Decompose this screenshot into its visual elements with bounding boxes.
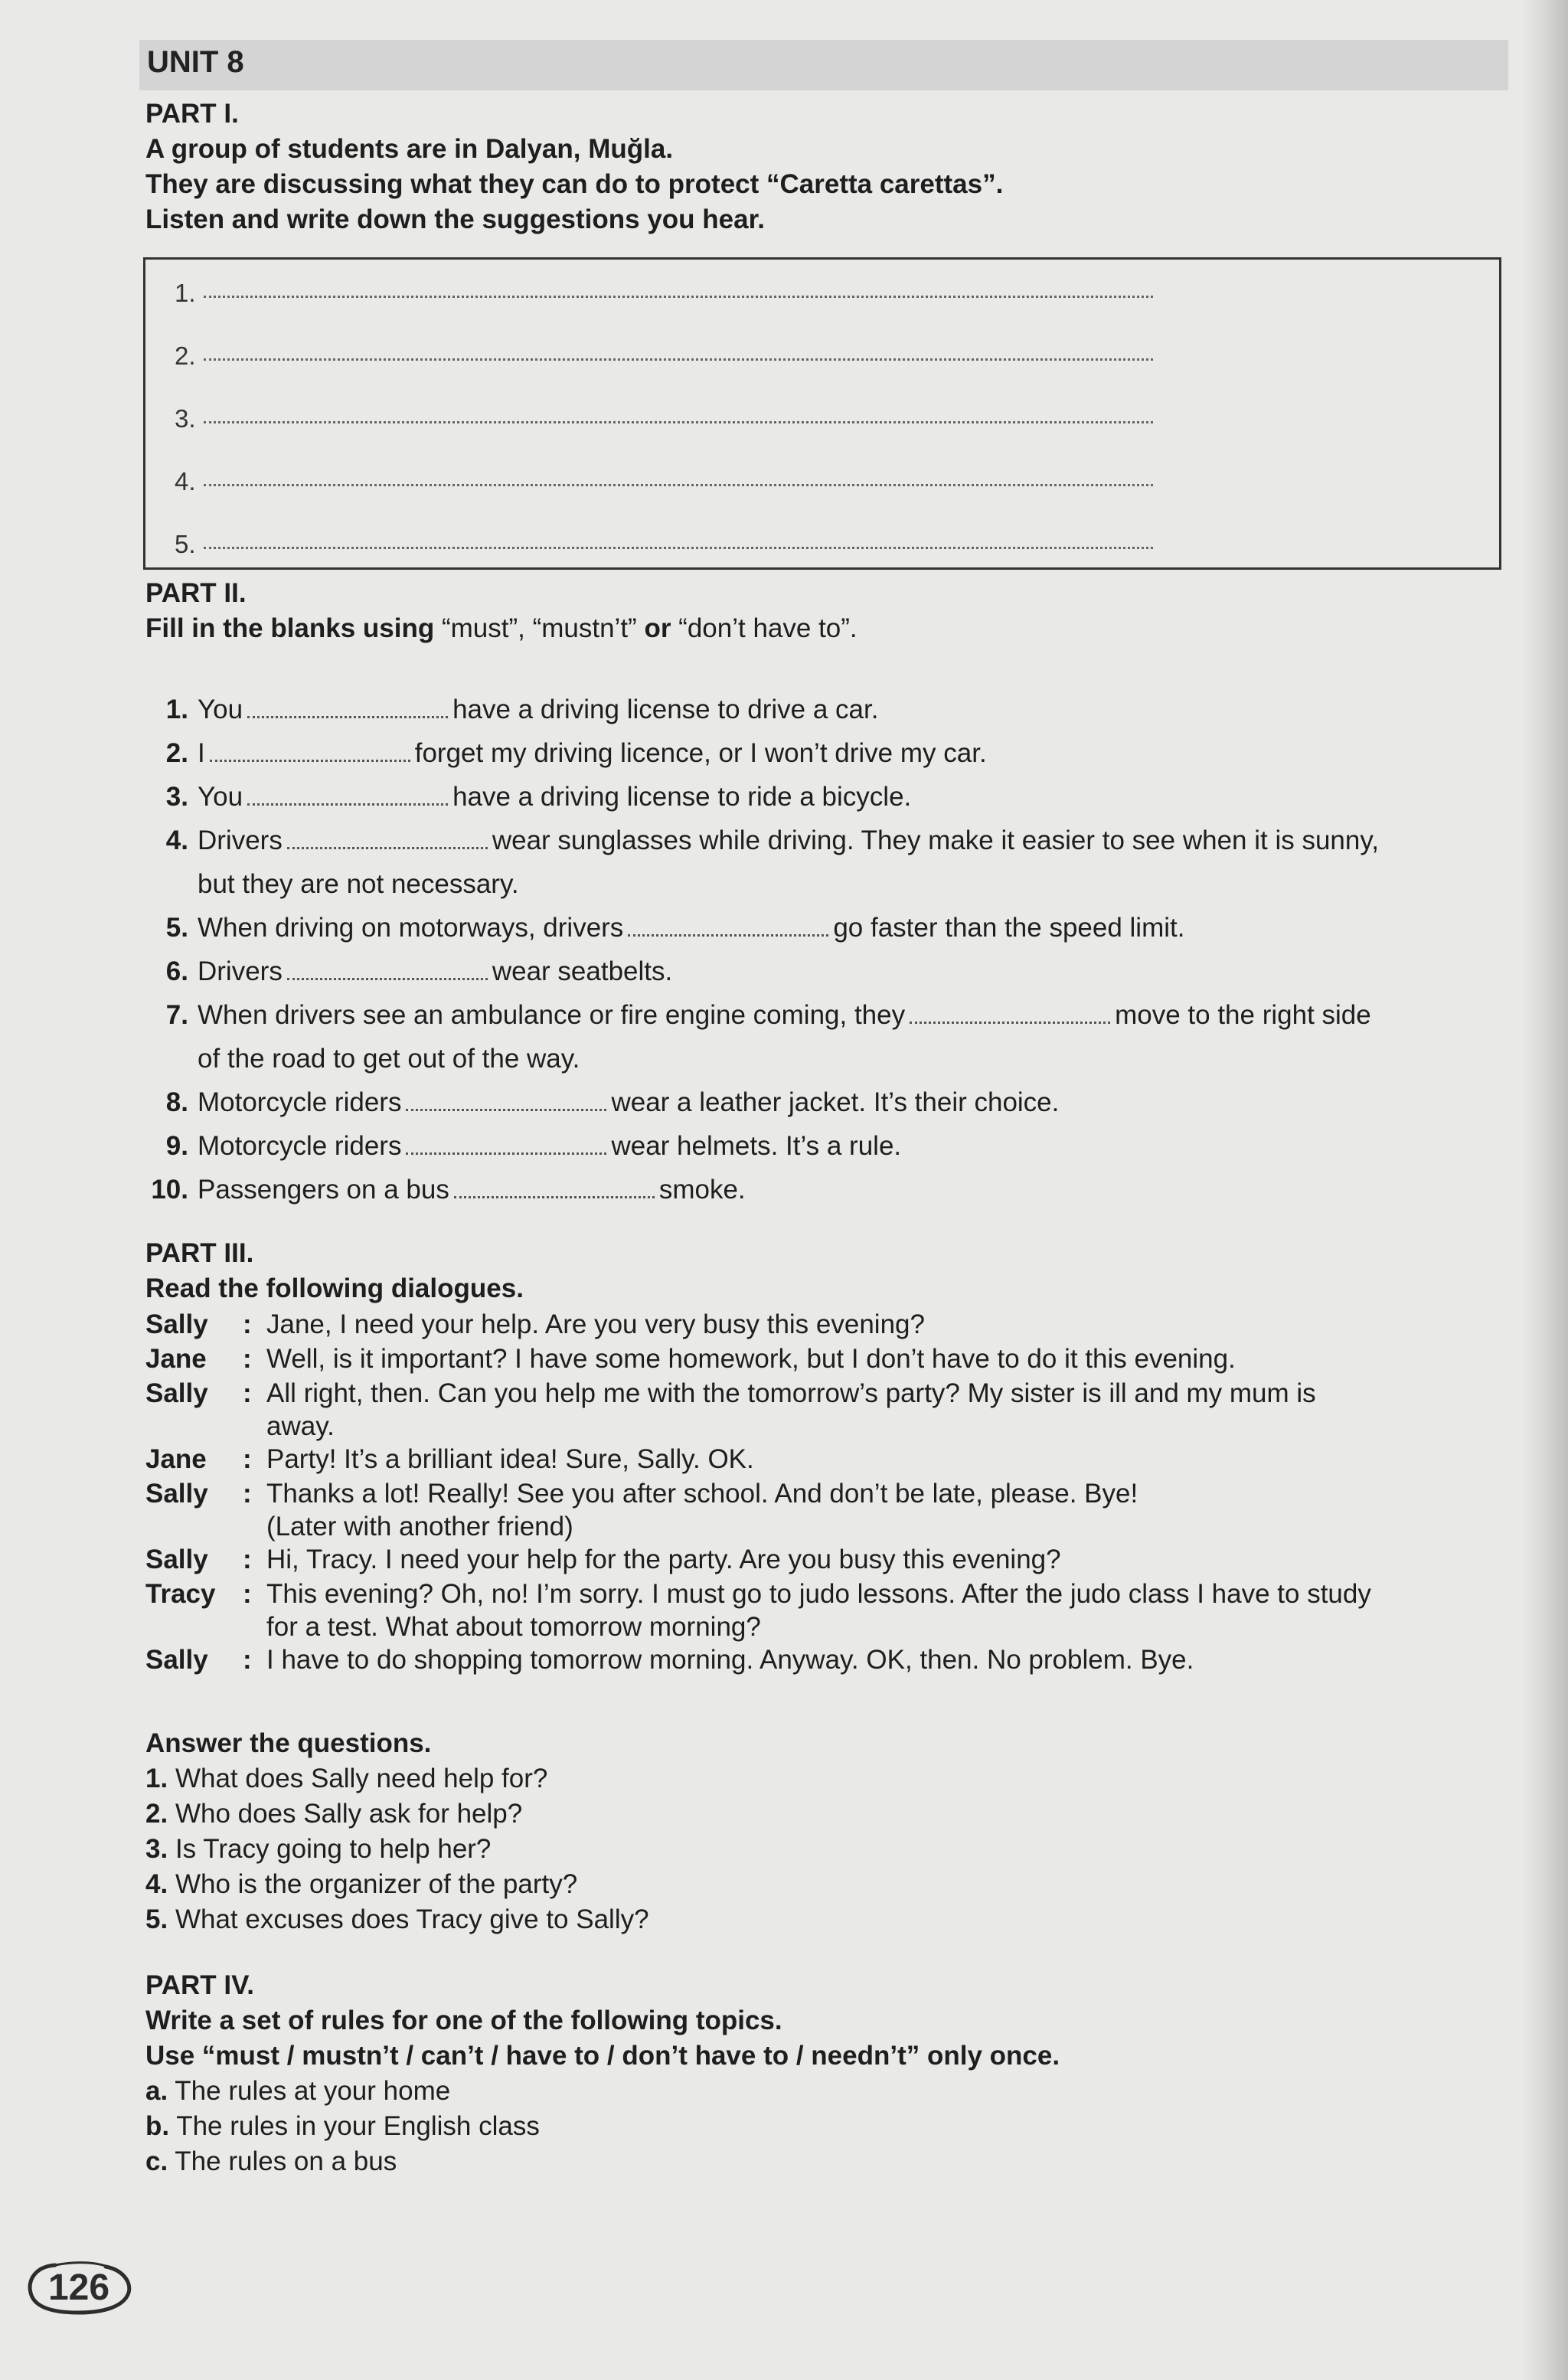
dialogue-text: Hi, Tracy. I need your help for the party. Are you busy this evening? xyxy=(266,1545,1061,1574)
item-text-after: wear a leather jacket. It’s their choice. xyxy=(611,1087,1060,1117)
topic-item xyxy=(145,2109,1508,2144)
dialogue xyxy=(145,1308,1508,1678)
answer-blank[interactable] xyxy=(910,1014,1110,1024)
dialogue-text: Party! It’s a brilliant idea! Sure, Sally. OK. xyxy=(266,1444,754,1474)
blank-item xyxy=(145,731,1508,775)
question-number: 4. xyxy=(145,1869,168,1899)
answer-blank[interactable] xyxy=(406,1145,606,1155)
item-number: 2. xyxy=(165,738,188,768)
speaker-name: Sally xyxy=(145,1545,208,1574)
dialogue-line xyxy=(145,1443,1508,1477)
item-text-before: When drivers see an ambulance or fire engine coming, they xyxy=(198,1000,906,1030)
item-number: 5. xyxy=(165,913,188,943)
dialogue-line xyxy=(145,1543,1508,1577)
fill-in-blanks-list xyxy=(145,688,1508,1211)
speaker-colon: : xyxy=(243,1545,252,1574)
dialogue-text: for a test. What about tomorrow morning? xyxy=(266,1612,761,1642)
speaker-colon: : xyxy=(243,1309,252,1339)
part-3 xyxy=(145,1236,1508,1306)
suggestions-answer-box xyxy=(143,257,1501,570)
dialogue-text: I have to do shopping tomorrow morning. Anyway. OK, then. No problem. Bye. xyxy=(266,1645,1194,1675)
answer-blank[interactable] xyxy=(628,927,828,937)
speaker-name: Sally xyxy=(145,1378,208,1408)
question-text: What excuses does Tracy give to Sally? xyxy=(175,1904,649,1934)
item-text-after: move to the right side xyxy=(1115,1000,1371,1030)
part-2-instruction xyxy=(145,611,1508,646)
answer-blank[interactable] xyxy=(204,293,1153,298)
dialogue-text: This evening? Oh, no! I’m sorry. I must go to judo lessons. After the judo class I have to study xyxy=(266,1579,1371,1609)
item-number: 3. xyxy=(165,782,188,812)
item-number: 6. xyxy=(165,956,188,986)
dialogue-line xyxy=(145,1308,1508,1342)
item-text-after: wear sunglasses while driving. They make it easier to see when it is sunny, xyxy=(492,825,1379,855)
blank-item xyxy=(145,775,1508,819)
part-3-heading: PART III. xyxy=(145,1238,254,1268)
item-text-before: Motorcycle riders xyxy=(198,1087,402,1117)
item-text-after: have a driving license to ride a bicycle. xyxy=(452,782,912,812)
question-text: What does Sally need help for? xyxy=(175,1764,548,1793)
dialogue-text: Jane, I need your help. Are you very busy this evening? xyxy=(266,1309,925,1339)
item-text-continuation: but they are not necessary. xyxy=(198,869,519,899)
stage-direction: (Later with another friend) xyxy=(266,1512,573,1541)
part-3-instruction: Read the following dialogues. xyxy=(145,1273,524,1303)
part-4 xyxy=(145,1968,1508,2179)
item-text-before: When driving on motorways, drivers xyxy=(198,913,624,943)
item-text-after: smoke. xyxy=(658,1175,746,1205)
item-number: 9. xyxy=(165,1131,188,1161)
answer-line-number: 2. xyxy=(175,342,196,370)
answer-blank[interactable] xyxy=(287,970,488,980)
question-text: Is Tracy going to help her? xyxy=(175,1834,492,1864)
item-text-after: have a driving license to drive a car. xyxy=(452,695,879,724)
answer-blank[interactable] xyxy=(204,544,1153,549)
question-item xyxy=(145,1867,1508,1902)
dialogue-line xyxy=(145,1377,1508,1443)
answer-line-number: 3. xyxy=(175,404,196,433)
item-text-before: Drivers xyxy=(198,825,283,855)
speaker-colon: : xyxy=(243,1444,252,1474)
item-text-before: Drivers xyxy=(198,956,283,986)
answer-questions xyxy=(145,1726,1508,1937)
item-number: 4. xyxy=(165,825,188,855)
topic-text: The rules in your English class xyxy=(176,2111,540,2141)
speaker-name: Sally xyxy=(145,1309,208,1339)
question-item xyxy=(145,1902,1508,1937)
dialogue-line xyxy=(145,1643,1508,1678)
item-text-after: wear seatbelts. xyxy=(492,956,673,986)
topic-letter: a. xyxy=(145,2076,168,2106)
item-text-before: You xyxy=(198,782,243,812)
speaker-name: Tracy xyxy=(145,1579,216,1609)
item-text-before: Passengers on a bus xyxy=(198,1175,449,1205)
answer-blank[interactable] xyxy=(204,418,1153,423)
question-number: 1. xyxy=(145,1764,168,1793)
page-number: 126 xyxy=(47,2267,110,2308)
answer-line-number: 1. xyxy=(175,279,196,307)
answer-line[interactable] xyxy=(175,341,1153,371)
answer-line[interactable] xyxy=(175,404,1153,434)
dialogue-line xyxy=(145,1477,1508,1543)
blank-item xyxy=(145,819,1508,906)
blank-item xyxy=(145,1168,1508,1211)
question-item xyxy=(145,1796,1508,1832)
part-2-heading: PART II. xyxy=(145,578,247,608)
speaker-colon: : xyxy=(243,1378,252,1408)
speaker-colon: : xyxy=(243,1479,252,1509)
answer-blank[interactable] xyxy=(204,355,1153,361)
item-text-before: I xyxy=(198,738,205,768)
topic-text: The rules on a bus xyxy=(175,2146,397,2176)
dialogue-text: away. xyxy=(266,1411,335,1441)
part-1 xyxy=(145,96,1508,237)
answer-blank[interactable] xyxy=(210,752,410,762)
answer-blank[interactable] xyxy=(406,1101,606,1111)
blank-item xyxy=(145,906,1508,950)
topic-item xyxy=(145,2144,1508,2179)
instruction-options: “must”, “mustn’t” xyxy=(434,613,645,643)
question-number: 3. xyxy=(145,1834,168,1864)
question-number: 5. xyxy=(145,1904,168,1934)
blank-item xyxy=(145,1124,1508,1168)
item-text-after: go faster than the speed limit. xyxy=(833,913,1185,943)
speaker-name: Sally xyxy=(145,1479,208,1509)
answer-blank[interactable] xyxy=(454,1188,655,1198)
answer-line-number: 5. xyxy=(175,530,196,558)
item-text-continuation: of the road to get out of the way. xyxy=(198,1044,580,1074)
answer-line[interactable] xyxy=(175,466,1153,497)
topic-letter: b. xyxy=(145,2111,170,2141)
question-text: Who does Sally ask for help? xyxy=(175,1799,523,1829)
dialogue-line xyxy=(145,1577,1508,1643)
blank-item xyxy=(145,1080,1508,1124)
part-4-instruction: Write a set of rules for one of the following topics. xyxy=(145,2006,782,2035)
instruction-text: or xyxy=(644,613,671,643)
item-text-after: forget my driving licence, or I won’t drive my car. xyxy=(414,738,987,768)
part-1-line: Listen and write down the suggestions you hear. xyxy=(145,204,765,234)
instruction-text: Fill in the blanks using xyxy=(145,613,435,643)
speaker-colon: : xyxy=(243,1645,252,1675)
dialogue-text: Thanks a lot! Really! See you after school. And don’t be late, please. Bye! xyxy=(266,1479,1138,1509)
item-text-after: wear helmets. It’s a rule. xyxy=(611,1131,902,1161)
speaker-colon: : xyxy=(243,1344,252,1374)
dialogue-line xyxy=(145,1342,1508,1377)
part-1-line: They are discussing what they can do to protect “Caretta carettas”. xyxy=(145,169,1004,199)
answer-blank[interactable] xyxy=(204,481,1153,486)
dialogue-text: Well, is it important? I have some homework, but I don’t have to do it this evening. xyxy=(266,1344,1236,1374)
item-text-before: You xyxy=(198,695,243,724)
part-4-instruction: Use “must / mustn’t / can’t / have to / don’t have to / needn’t” only once. xyxy=(145,2041,1060,2071)
page-number-badge xyxy=(24,2259,133,2317)
answer-line[interactable] xyxy=(175,278,1153,309)
item-number: 10. xyxy=(151,1175,188,1205)
topic-item xyxy=(145,2074,1508,2109)
answer-line-number: 4. xyxy=(175,467,196,495)
blank-item xyxy=(145,993,1508,1080)
part-2 xyxy=(145,576,1508,646)
blank-item xyxy=(145,688,1508,731)
unit-header-bar xyxy=(139,40,1508,90)
question-text: Who is the organizer of the party? xyxy=(175,1869,578,1899)
page-edge-shadow xyxy=(1522,0,1568,2380)
item-text-before: Motorcycle riders xyxy=(198,1131,402,1161)
answer-blank[interactable] xyxy=(247,796,448,806)
question-number: 2. xyxy=(145,1799,168,1829)
answer-blank[interactable] xyxy=(247,708,448,718)
question-item xyxy=(145,1761,1508,1796)
unit-title: UNIT 8 xyxy=(147,45,244,79)
speaker-name: Jane xyxy=(145,1444,207,1474)
topic-letter: c. xyxy=(145,2146,168,2176)
item-number: 1. xyxy=(165,695,188,724)
question-item xyxy=(145,1832,1508,1867)
part-1-heading: PART I. xyxy=(145,99,239,129)
answer-blank[interactable] xyxy=(287,839,488,849)
blank-item xyxy=(145,950,1508,993)
item-number: 7. xyxy=(165,1000,188,1030)
part-4-heading: PART IV. xyxy=(145,1970,254,2000)
topic-text: The rules at your home xyxy=(175,2076,451,2106)
questions-heading: Answer the questions. xyxy=(145,1728,432,1758)
item-number: 8. xyxy=(165,1087,188,1117)
speaker-name: Jane xyxy=(145,1344,207,1374)
instruction-options: “don’t have to”. xyxy=(671,613,858,643)
answer-line[interactable] xyxy=(175,529,1153,560)
part-1-line: A group of students are in Dalyan, Muğla. xyxy=(145,134,674,164)
speaker-colon: : xyxy=(243,1579,252,1609)
speaker-name: Sally xyxy=(145,1645,208,1675)
dialogue-text: All right, then. Can you help me with the tomorrow’s party? My sister is ill and my mum is xyxy=(266,1378,1316,1408)
